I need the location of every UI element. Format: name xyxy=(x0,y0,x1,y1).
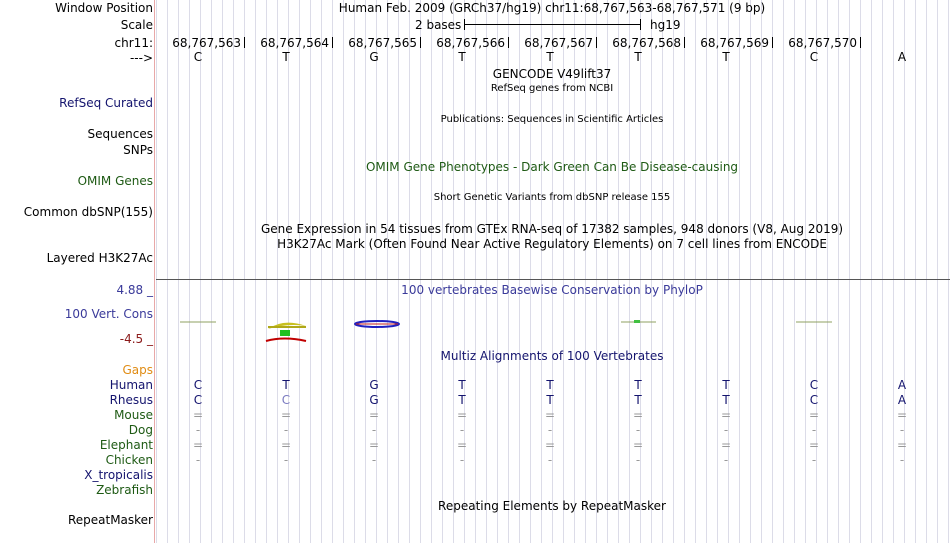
alignment-base: - xyxy=(811,453,817,467)
coordinate-tick xyxy=(772,37,773,48)
gridline xyxy=(321,0,322,543)
gridline xyxy=(662,0,663,543)
gridline xyxy=(332,0,333,543)
alignment-base: - xyxy=(195,453,201,467)
alignment-base: T xyxy=(282,378,290,392)
alignment-base: = xyxy=(368,408,380,422)
alignment-base: - xyxy=(459,453,465,467)
publications-track-title[interactable]: Publications: Sequences in Scientific Articles xyxy=(440,114,664,125)
alignment-base: - xyxy=(723,423,729,437)
alignment-base: = xyxy=(192,408,204,422)
coordinate-tick xyxy=(508,37,509,48)
alignment-base: T xyxy=(458,393,466,407)
strand-label[interactable]: ---> xyxy=(129,51,153,65)
alignment-base: - xyxy=(547,423,553,437)
coordinate-label: 68,767,567 xyxy=(524,36,593,50)
alignment-base: - xyxy=(899,423,905,437)
alignment-base: C xyxy=(809,393,819,407)
gridline xyxy=(266,0,267,543)
gridline xyxy=(794,0,795,543)
gencode-track-title[interactable]: GENCODE V49lift37 xyxy=(492,67,612,81)
alignment-base: - xyxy=(899,453,905,467)
alignment-base: C xyxy=(193,378,203,392)
gridline xyxy=(948,0,949,543)
species-label-chicken[interactable]: Chicken xyxy=(105,453,153,467)
gridline xyxy=(629,0,630,543)
gridline xyxy=(772,0,773,543)
gridline xyxy=(255,0,256,543)
gridline xyxy=(706,0,707,543)
alignment-base: = xyxy=(544,408,556,422)
alignment-base: = xyxy=(896,438,908,452)
base-letter: T xyxy=(722,50,730,64)
track-divider xyxy=(156,279,950,280)
scale-text: 2 bases xyxy=(415,18,462,32)
base-letter: C xyxy=(193,50,203,64)
alignment-base: = xyxy=(280,438,292,452)
gridline xyxy=(178,0,179,543)
scale-bar xyxy=(464,24,641,25)
alignment-base: = xyxy=(368,438,380,452)
coordinate-label: 68,767,566 xyxy=(436,36,505,50)
gridline xyxy=(893,0,894,543)
gridline xyxy=(926,0,927,543)
scale-bar-right-cap xyxy=(640,19,641,30)
species-label-elephant[interactable]: Elephant xyxy=(99,438,153,452)
scale-assembly: hg19 xyxy=(650,18,681,32)
gridline xyxy=(761,0,762,543)
alignment-base: - xyxy=(635,453,641,467)
gridline xyxy=(189,0,190,543)
alignment-base: - xyxy=(459,423,465,437)
repeatmasker-track-title[interactable]: Repeating Elements by RepeatMasker xyxy=(438,499,666,513)
base-letter: T xyxy=(282,50,290,64)
alignment-base: T xyxy=(722,378,730,392)
image-left-border xyxy=(154,0,155,543)
gridline xyxy=(937,0,938,543)
gridline xyxy=(882,0,883,543)
gridline xyxy=(838,0,839,543)
alignment-base: = xyxy=(808,438,820,452)
gridline xyxy=(409,0,410,543)
refseq-track-subtitle[interactable]: RefSeq genes from NCBI xyxy=(490,83,614,94)
alignment-base: G xyxy=(369,378,379,392)
gridline xyxy=(354,0,355,543)
gridline xyxy=(684,0,685,543)
alignment-base: = xyxy=(808,408,820,422)
gridline xyxy=(695,0,696,543)
coordinate-tick xyxy=(244,37,245,48)
gridline xyxy=(453,0,454,543)
species-label-mouse[interactable]: Mouse xyxy=(114,408,153,422)
alignment-base: - xyxy=(195,423,201,437)
alignment-base: T xyxy=(634,378,642,392)
gridline xyxy=(651,0,652,543)
species-label-x_tropicalis[interactable]: X_tropicalis xyxy=(84,468,153,482)
scale-label[interactable]: Scale xyxy=(120,18,153,32)
h3k27ac-track-title[interactable]: H3K27Ac Mark (Often Found Near Active Regulatory Elements) on 7 cell lines from ENCODE xyxy=(277,237,827,251)
alignment-base: T xyxy=(546,393,554,407)
alignment-base: - xyxy=(811,423,817,437)
gridline xyxy=(398,0,399,543)
multiz-track-title[interactable]: Multiz Alignments of 100 Vertebrates xyxy=(440,349,664,363)
alignment-base: = xyxy=(192,438,204,452)
alignment-base: - xyxy=(283,423,289,437)
alignment-base: T xyxy=(458,378,466,392)
coordinate-label: 68,767,563 xyxy=(172,36,241,50)
common-dbsnp-label[interactable]: Common dbSNP(155) xyxy=(23,205,153,219)
alignment-base: C xyxy=(809,378,819,392)
alignment-base: - xyxy=(371,453,377,467)
coordinate-tick xyxy=(596,37,597,48)
gridline xyxy=(156,0,157,543)
base-letter: T xyxy=(546,50,554,64)
omim-track-title[interactable]: OMIM Gene Phenotypes - Dark Green Can Be Disease-causing xyxy=(365,160,739,174)
phylop-mark-t xyxy=(266,323,306,341)
phylop-label[interactable]: 100 Vert. Cons xyxy=(64,307,153,321)
alignment-base: = xyxy=(720,438,732,452)
alignment-base: = xyxy=(632,408,644,422)
coordinate-tick xyxy=(684,37,685,48)
gridline xyxy=(299,0,300,543)
gridline xyxy=(739,0,740,543)
alignment-base: = xyxy=(720,408,732,422)
layered-h3k27ac-label[interactable]: Layered H3K27Ac xyxy=(46,251,153,265)
species-label-rhesus[interactable]: Rhesus xyxy=(109,393,153,407)
gridline xyxy=(860,0,861,543)
coordinate-tick xyxy=(332,37,333,48)
gridline xyxy=(871,0,872,543)
coordinate-tick xyxy=(420,37,421,48)
phylop-track-title[interactable]: 100 vertebrates Basewise Conservation by PhyloP xyxy=(401,283,703,297)
gridline xyxy=(167,0,168,543)
alignment-base: A xyxy=(897,393,907,407)
coordinate-label: 68,767,564 xyxy=(260,36,329,50)
dbsnp-track-title[interactable]: Short Genetic Variants from dbSNP release 155 xyxy=(433,192,671,203)
gridline xyxy=(442,0,443,543)
phylop-axis-min: -4.5 _ xyxy=(119,332,153,346)
alignment-base: T xyxy=(546,378,554,392)
coordinate-label: 68,767,568 xyxy=(612,36,681,50)
gridline xyxy=(783,0,784,543)
gridline xyxy=(420,0,421,543)
window-position-label[interactable]: Window Position xyxy=(55,1,153,15)
alignment-base: T xyxy=(634,393,642,407)
alignment-base: = xyxy=(896,408,908,422)
alignment-base: C xyxy=(281,393,291,407)
gridline xyxy=(915,0,916,543)
omim-genes-label[interactable]: OMIM Genes xyxy=(77,174,153,188)
base-letter: A xyxy=(897,50,907,64)
alignment-base: - xyxy=(723,453,729,467)
gridline xyxy=(277,0,278,543)
gridline xyxy=(805,0,806,543)
gridline xyxy=(827,0,828,543)
sequences-label[interactable]: Sequences xyxy=(87,127,153,141)
species-label-dog[interactable]: Dog xyxy=(128,423,153,437)
gaps-label[interactable]: Gaps xyxy=(122,363,153,377)
gridline xyxy=(618,0,619,543)
base-letter: C xyxy=(809,50,819,64)
gridline xyxy=(750,0,751,543)
gridline xyxy=(387,0,388,543)
coordinate-label: 68,767,570 xyxy=(788,36,857,50)
phylop-mark-g xyxy=(355,321,399,327)
alignment-base: A xyxy=(897,378,907,392)
gridline xyxy=(475,0,476,543)
gtex-track-title[interactable]: Gene Expression in 54 tissues from GTEx RNA-seq of 17382 samples, 948 donors (V8, Aug 2019) xyxy=(260,222,844,236)
coordinate-label: 68,767,565 xyxy=(348,36,417,50)
base-letter: T xyxy=(634,50,642,64)
chrom-label[interactable]: chr11: xyxy=(114,36,153,50)
phylop-axis-max: 4.88 _ xyxy=(116,283,153,297)
coordinate-tick xyxy=(860,37,861,48)
species-label-zebrafish[interactable]: Zebrafish xyxy=(96,483,153,497)
snps-label[interactable]: SNPs xyxy=(123,143,153,157)
gridline xyxy=(431,0,432,543)
alignment-base: - xyxy=(635,423,641,437)
gridline xyxy=(211,0,212,543)
alignment-base: = xyxy=(544,438,556,452)
alignment-base: = xyxy=(632,438,644,452)
base-letter: G xyxy=(369,50,379,64)
gridline xyxy=(673,0,674,543)
alignment-base: - xyxy=(547,453,553,467)
gridline xyxy=(233,0,234,543)
alignment-base: = xyxy=(280,408,292,422)
gridline xyxy=(717,0,718,543)
gridline xyxy=(849,0,850,543)
gridline xyxy=(310,0,311,543)
gridline xyxy=(486,0,487,543)
refseq-curated-label[interactable]: RefSeq Curated xyxy=(59,96,153,110)
alignment-base: C xyxy=(193,393,203,407)
gridline xyxy=(244,0,245,543)
alignment-base: - xyxy=(283,453,289,467)
gridline xyxy=(365,0,366,543)
phylop-conservation-plot[interactable] xyxy=(156,314,950,346)
base-letter: T xyxy=(458,50,466,64)
gridline xyxy=(343,0,344,543)
scale-bar-left-cap xyxy=(464,19,465,30)
window-position-value: Human Feb. 2009 (GRCh37/hg19) chr11:68,767,563-68,767,571 (9 bp) xyxy=(338,1,766,15)
species-label-human[interactable]: Human xyxy=(109,378,153,392)
alignment-base: G xyxy=(369,393,379,407)
alignment-base: = xyxy=(456,408,468,422)
gridline xyxy=(222,0,223,543)
repeatmasker-label[interactable]: RepeatMasker xyxy=(67,513,153,527)
alignment-base: - xyxy=(371,423,377,437)
coordinate-label: 68,767,569 xyxy=(700,36,769,50)
alignment-base: T xyxy=(722,393,730,407)
alignment-base: = xyxy=(456,438,468,452)
